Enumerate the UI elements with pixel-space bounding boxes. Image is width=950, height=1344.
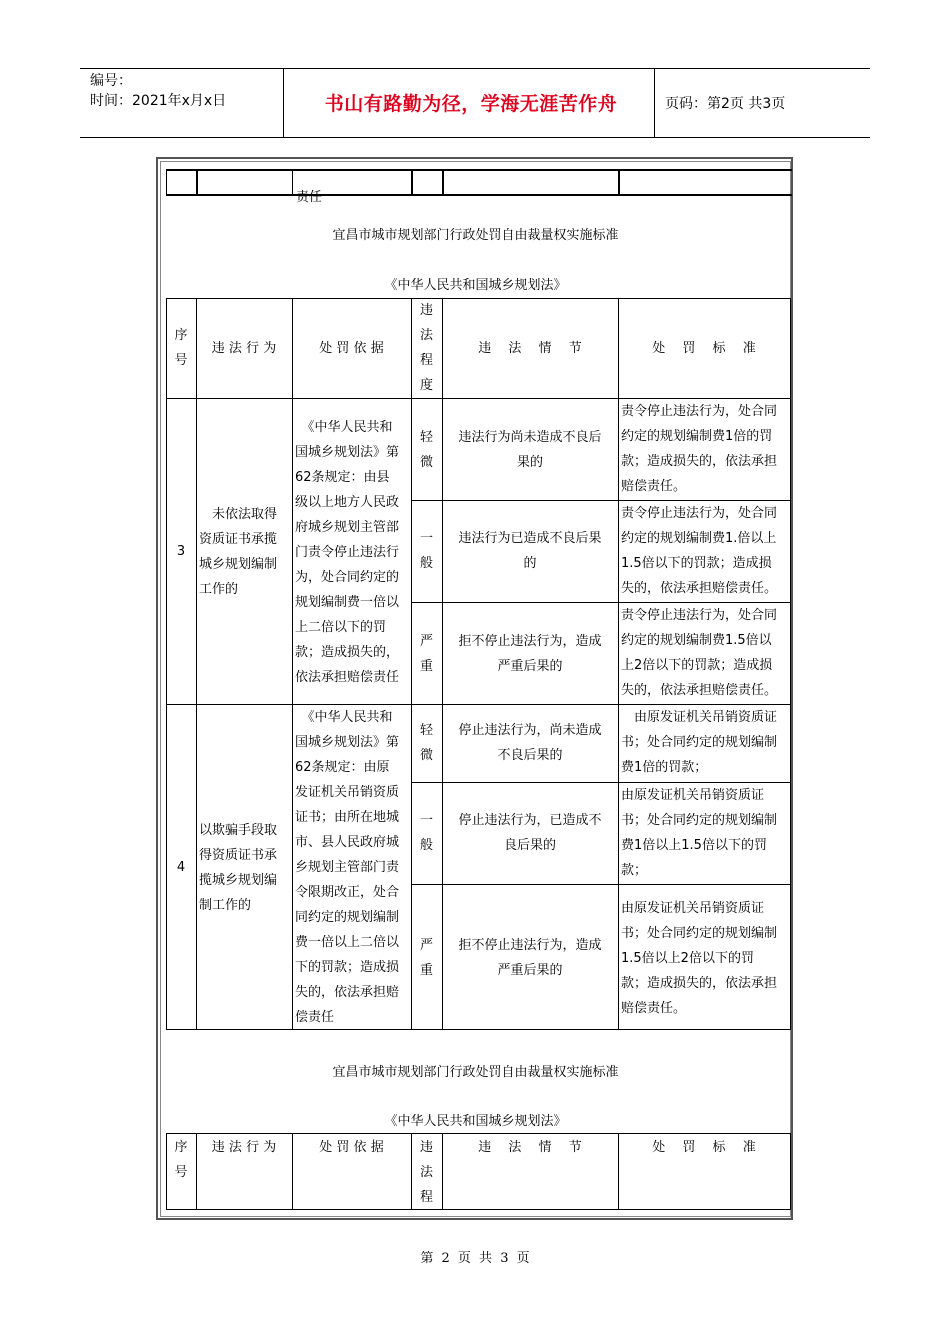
page-footer: 第 2 页 共 3 页 xyxy=(420,1251,530,1266)
section-title: 宜昌市城市规划部门行政处罚自由裁量权实施标准 xyxy=(332,228,619,243)
col-header-circumstance: 违 法 情 节 xyxy=(478,341,582,356)
col-header-act: 违 法 行 为 xyxy=(211,1140,277,1155)
penalty-standard: 由原发证机关吊销资质证 书；处合同约定的规划编制 1.5倍以上2倍以下的罚 款；造成损失的，依法承担 赔偿责任。 xyxy=(621,901,778,1016)
col-header-standard: 处 罚 标 准 xyxy=(652,341,756,356)
col-header-basis: 处 罚 依 据 xyxy=(319,1140,384,1155)
severity-degree: 严 重 xyxy=(419,634,433,674)
penalty-standard: 由原发证机关吊销资质证 书；处合同约定的规划编制 费1倍的罚款； xyxy=(621,710,778,775)
severity-degree: 一 般 xyxy=(419,531,433,571)
section-law-name: 《中华人民共和国城乡规划法》 xyxy=(384,278,567,293)
penalty-standard: 由原发证机关吊销资质证 书；处合同约定的规划编制 费1倍以上1.5倍以下的罚 款； xyxy=(621,788,778,878)
severity-degree: 轻 微 xyxy=(419,723,433,763)
violation-circumstance: 停止违法行为，尚未造成 不良后果的 xyxy=(458,723,602,763)
row-violation: 未依法取得 资质证书承揽 城乡规划编制 工作的 xyxy=(199,507,278,597)
col-header-standard: 处 罚 标 准 xyxy=(652,1140,756,1155)
header-motto: 书山有路勤为径，学海无涯苦作舟 xyxy=(324,93,618,115)
penalty-standard: 责令停止违法行为，处合同 约定的规划编制费1倍的罚 款；造成损失的，依法承担 赔偿责任。 xyxy=(621,404,778,494)
severity-degree: 一 般 xyxy=(419,813,433,853)
section-title: 宜昌市城市规划部门行政处罚自由裁量权实施标准 xyxy=(332,1065,619,1080)
header-divider xyxy=(283,69,284,137)
header-meta xyxy=(90,71,226,111)
violation-circumstance: 违法行为尚未造成不良后 果的 xyxy=(458,430,602,470)
row-legal-basis: 《中华人民共和 国城乡规划法》第 62条规定：由县 级以上地方人民政 府城乡规划主管部 门责令停止违法行 为，处合同约定的 规划编制费一倍以 上二倍以下的罚 款；造成损失的， 依法承担赔偿责任 xyxy=(295,420,400,685)
col-header-act: 违 法 行 为 xyxy=(211,341,277,356)
col-header-seq: 序 号 xyxy=(174,328,188,368)
violation-circumstance: 违法行为已造成不良后果 的 xyxy=(458,531,602,571)
row-violation: 以欺骗手段取 得资质证书承 揽城乡规划编 制工作的 xyxy=(199,823,278,913)
severity-degree: 轻 微 xyxy=(419,430,433,470)
fragment-text: 责任 xyxy=(296,190,323,205)
col-header-basis: 处 罚 依 据 xyxy=(319,341,384,356)
page-header xyxy=(80,68,870,138)
violation-circumstance: 停止违法行为，已造成不 良后果的 xyxy=(458,813,602,853)
document-number-label: 编号： xyxy=(90,73,132,89)
penalty-standard: 责令停止违法行为，处合同 约定的规划编制费1.倍以上 1.5倍以下的罚款；造成损 失的，依法承担赔偿责任。 xyxy=(621,506,778,596)
penalty-standard: 责令停止违法行为，处合同 约定的规划编制费1.5倍以 上2倍以下的罚款；造成损 失的，依法承担赔偿责任。 xyxy=(621,608,778,698)
row-number: 3 xyxy=(176,544,186,559)
violation-circumstance: 拒不停止违法行为，造成 严重后果的 xyxy=(458,938,602,978)
severity-degree: 严 重 xyxy=(419,938,433,978)
col-header-seq: 序 号 xyxy=(174,1140,188,1180)
violation-circumstance: 拒不停止违法行为，造成 严重后果的 xyxy=(458,634,602,674)
col-header-degree: 违 法 程 xyxy=(419,1140,433,1205)
header-page-number: 页码：第2页 共3页 xyxy=(665,96,786,112)
row-legal-basis: 《中华人民共和 国城乡规划法》第 62条规定：由原 发证机关吊销资质 证书；由所在地城 市、县人民政府城 乡规划主管部门责 令限期改正，处合 同约定的规划编制 费一倍以上二倍以 下的罚款；造成损 失的，依法承担赔 偿责任 xyxy=(295,710,400,1025)
col-header-circumstance: 违 法 情 节 xyxy=(478,1140,582,1155)
row-number: 4 xyxy=(176,860,186,875)
col-header-degree: 违 法 程 度 xyxy=(419,303,433,393)
header-divider xyxy=(654,69,655,137)
section-law-name: 《中华人民共和国城乡规划法》 xyxy=(384,1114,567,1129)
document-time-label: 时间：2021年x月x日 xyxy=(90,93,227,109)
